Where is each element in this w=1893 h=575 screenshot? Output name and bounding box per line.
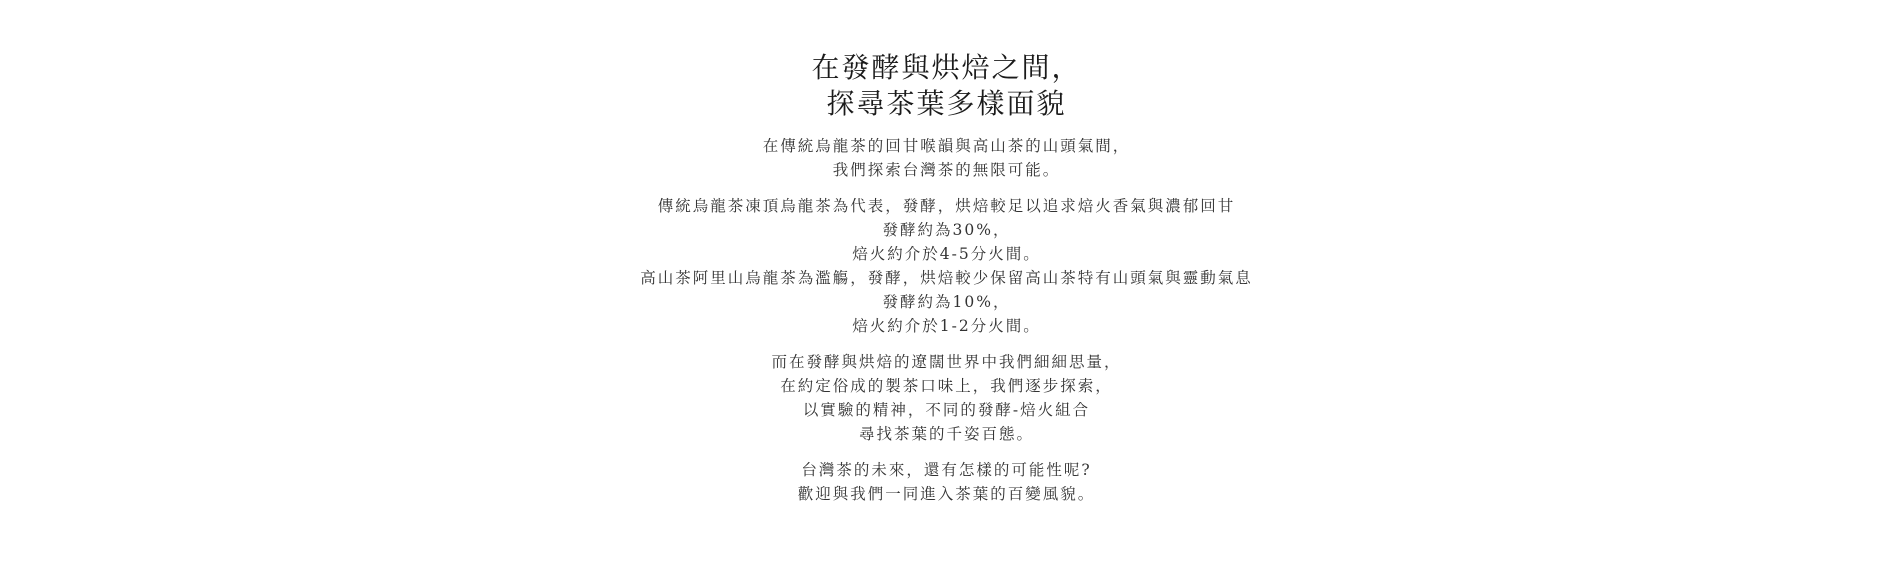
closing-paragraph (0, 458, 1893, 506)
paragraph-line: 傳統烏龍茶凍頂烏龍茶為代表，發酵，烘焙較足以追求焙火香氣與濃郁回甘 (657, 197, 1236, 215)
intro-paragraph (0, 134, 1893, 182)
tea-types-paragraph (0, 194, 1893, 338)
paragraph-line: 在約定俗成的製茶口味上，我們逐步探索， (780, 377, 1113, 395)
paragraph-line: 歡迎與我們一同進入茶葉的百變風貌。 (797, 485, 1096, 503)
paragraph-line: 而在發酵與烘焙的遼闊世界中我們細細思量， (771, 353, 1122, 371)
paragraph-line: 以實驗的精神，不同的發酵-焙火組合 (802, 401, 1091, 419)
title-line-2: 探尋茶葉多樣面貌 (826, 87, 1067, 120)
paragraph-line: 發酵約為30%， (882, 221, 1011, 239)
paragraph-line: 焙火約介於4-5分火間。 (852, 245, 1041, 263)
paragraph-line: 高山茶阿里山烏龍茶為濫觴，發酵，烘焙較少保留高山茶特有山頭氣與靈動氣息 (640, 269, 1253, 287)
paragraph-line: 我們探索台灣茶的無限可能。 (832, 161, 1061, 179)
paragraph-line: 台灣茶的未來，還有怎樣的可能性呢? (801, 461, 1092, 479)
title-line-1: 在發酵與烘焙之間， (811, 51, 1082, 84)
paragraph-line: 發酵約為10%， (882, 293, 1011, 311)
page-title (0, 50, 1893, 122)
exploration-paragraph (0, 350, 1893, 446)
paragraph-line: 焙火約介於1-2分火間。 (852, 317, 1041, 335)
paragraph-line: 在傳統烏龍茶的回甘喉韻與高山茶的山頭氣間， (762, 137, 1131, 155)
paragraph-line: 尋找茶葉的千姿百態。 (858, 425, 1034, 443)
